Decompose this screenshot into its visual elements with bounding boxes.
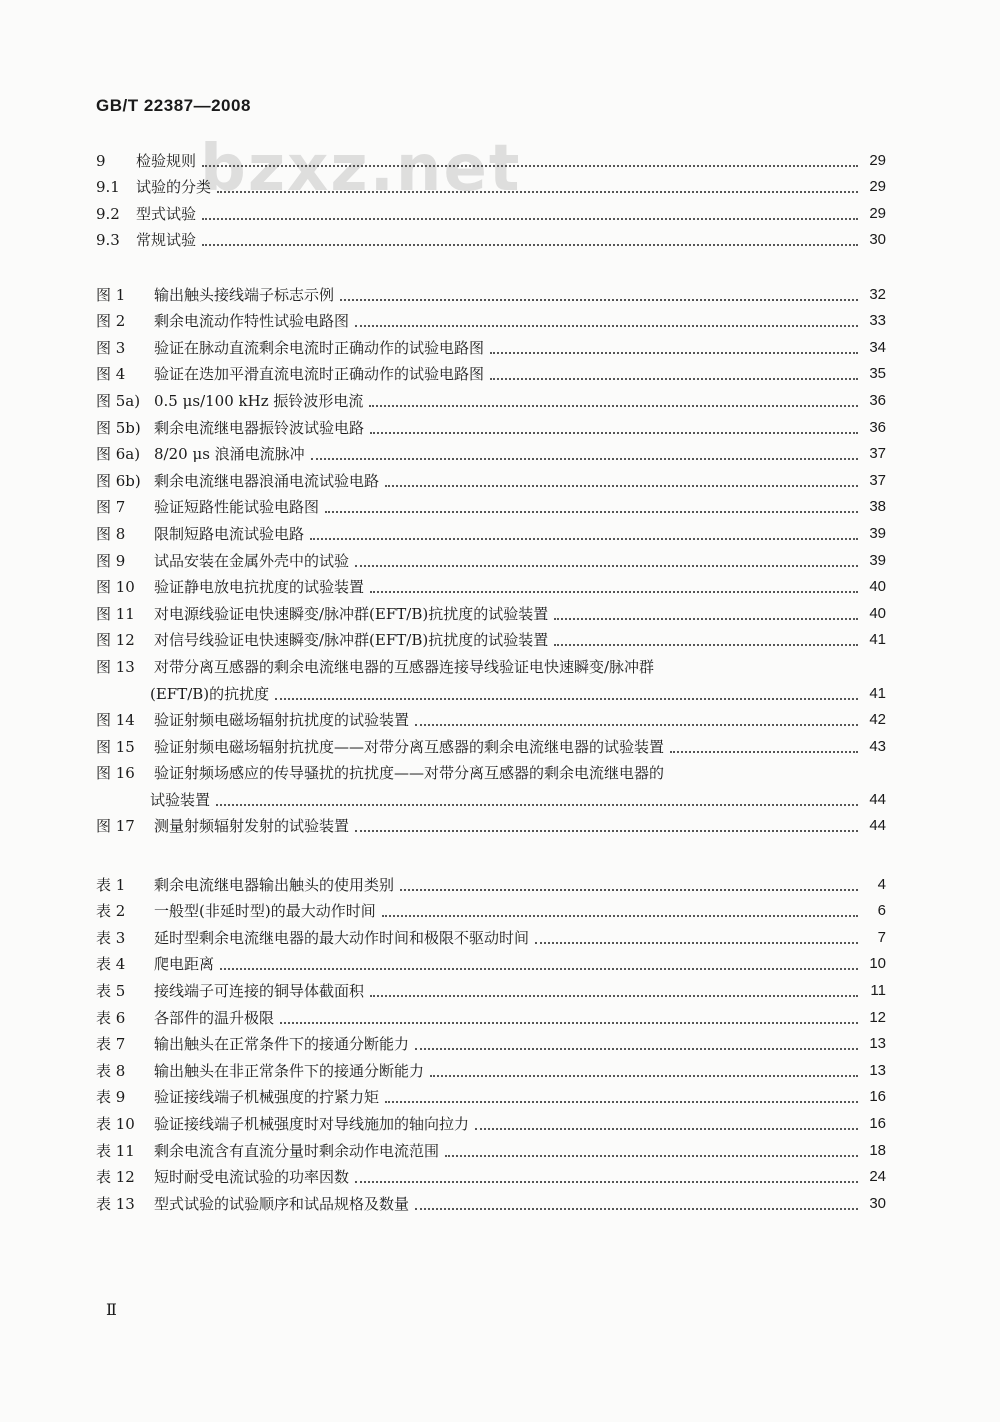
entry-title: 剩余电流含有直流分量时剩余动作电流范围 [154,1141,440,1160]
dot-leader [415,724,858,726]
entry-number: 表 8 [96,1061,126,1080]
figure-entry[interactable] [96,491,886,518]
dot-leader [355,565,858,567]
figure-entry[interactable] [96,464,886,491]
dot-leader [311,458,858,460]
entry-number: 图 16 [96,764,135,783]
entry-page: 42 [869,711,886,729]
entry-number: 表 10 [96,1114,135,1133]
entry-number: 图 14 [96,711,135,730]
dot-leader [310,538,858,540]
dot-leader [217,191,858,193]
dot-leader [415,1208,858,1210]
entry-title: 验证射频场感应的传导骚扰的抗扰度——对带分离互感器的剩余电流继电器的 [154,764,665,783]
entry-title: 8/20 μs 浪涌电流脉冲 [154,445,305,464]
entry-number: 图 9 [96,551,126,570]
table-entry[interactable] [96,1187,886,1214]
entry-page: 11 [870,981,886,999]
table-entry[interactable] [96,1107,886,1134]
entry-title: 短时耐受电流试验的功率因数 [154,1168,350,1187]
entry-page: 40 [869,604,886,622]
dot-leader [385,485,858,487]
dot-leader [430,1075,858,1077]
entry-page: 4 [877,875,886,893]
figure-entry[interactable] [96,597,886,624]
figure-entry[interactable] [96,384,886,411]
entry-page: 29 [869,151,886,169]
entry-number: 表 1 [96,875,126,894]
entry-page: 18 [869,1141,886,1159]
entry-title: 接线端子可连接的铜导体截面积 [154,981,365,1000]
entry-page: 44 [869,790,886,808]
entry-page: 36 [869,418,886,436]
entry-number: 表 6 [96,1008,126,1027]
table-entry[interactable] [96,1081,886,1108]
entry-number: 图 11 [96,604,135,623]
entry-title: 验证在迭加平滑直流电流时正确动作的试验电路图 [154,365,485,384]
entry-title: 输出触头在非正常条件下的接通分断能力 [154,1061,425,1080]
entry-page: 38 [869,498,886,516]
table-entry[interactable] [96,948,886,975]
entry-number: 图 15 [96,737,135,756]
figure-entry[interactable] [96,305,886,332]
entry-page: 34 [869,338,886,356]
toc-entry[interactable] [96,144,886,171]
entry-title: 剩余电流继电器浪涌电流试验电路 [154,471,380,490]
entry-number: 表 12 [96,1168,135,1187]
dot-leader [216,804,858,806]
table-entry[interactable] [96,1001,886,1028]
dot-leader [355,325,858,327]
entry-title: 对电源线验证电快速瞬变/脉冲群(EFT/B)抗扰度的试验装置 [154,604,549,623]
entry-page: 30 [869,231,886,249]
table-entry[interactable] [96,1028,886,1055]
toc-entry[interactable] [96,197,886,224]
dot-leader [382,915,858,917]
dot-leader [370,591,858,593]
figure-entry[interactable] [96,278,886,305]
dot-leader [340,299,858,301]
dot-leader [490,352,858,354]
dot-leader [415,1048,858,1050]
entry-number: 9.3 [96,231,120,250]
figure-entry[interactable] [96,810,886,837]
table-entry[interactable] [96,868,886,895]
dot-leader [202,218,858,220]
dot-leader [355,1181,858,1183]
entry-number: 表 2 [96,902,126,921]
entry-number: 图 13 [96,657,135,676]
entry-title: 限制短路电流试验电路 [154,524,305,543]
figure-list [96,278,886,836]
entry-title: 输出触头接线端子标志示例 [154,285,335,304]
table-entry[interactable] [96,921,886,948]
entry-number: 表 5 [96,981,126,1000]
entry-number: 图 17 [96,817,135,836]
entry-title: 剩余电流继电器振铃波试验电路 [154,418,365,437]
entry-number: 图 4 [96,365,126,384]
figure-entry[interactable] [96,517,886,544]
dot-leader [554,618,858,620]
entry-page: 7 [877,928,886,946]
table-entry[interactable] [96,974,886,1001]
entry-title: 剩余电流动作特性试验电路图 [154,312,350,331]
entry-page: 10 [869,955,886,973]
figure-entry[interactable] [96,730,886,757]
entry-title-continued: (EFT/B)的抗扰度 [150,684,270,703]
entry-title: 爬电距离 [154,955,215,974]
dot-leader [220,968,858,970]
entry-page: 30 [869,1194,886,1212]
dot-leader [275,698,858,700]
figure-entry-continued[interactable] [96,677,886,704]
entry-page: 33 [869,312,886,330]
entry-title: 验证短路性能试验电路图 [154,498,320,517]
entry-number: 图 6a) [96,445,141,464]
entry-page: 43 [869,737,886,755]
entry-title: 验证静电放电抗扰度的试验装置 [154,578,365,597]
entry-number: 表 4 [96,955,126,974]
entry-title: 验证射频电磁场辐射抗扰度——对带分离互感器的剩余电流继电器的试验装置 [154,737,665,756]
dot-leader [202,244,858,246]
entry-number: 图 8 [96,524,126,543]
entry-number: 表 7 [96,1035,126,1054]
dot-leader [475,1128,858,1130]
entry-page: 16 [869,1114,886,1132]
entry-page: 37 [869,445,886,463]
entry-page: 6 [877,902,886,920]
entry-number: 图 2 [96,312,126,331]
entry-page: 13 [869,1035,886,1053]
entry-title: 各部件的温升极限 [154,1008,275,1027]
entry-page: 37 [869,471,886,489]
entry-number: 图 1 [96,285,126,304]
page-number: Ⅱ [106,1300,117,1319]
entry-page: 32 [869,285,886,303]
dot-leader [554,644,858,646]
entry-number: 图 7 [96,498,126,517]
figure-entry[interactable] [96,571,886,598]
entry-title: 延时型剩余电流继电器的最大动作时间和极限不驱动时间 [154,928,530,947]
dot-leader [369,405,858,407]
figure-entry[interactable] [96,757,886,784]
entry-page: 29 [869,204,886,222]
figure-entry[interactable] [96,650,886,677]
entry-title: 验证接线端子机械强度时对导线施加的轴向拉力 [154,1114,470,1133]
entry-page: 35 [869,365,886,383]
entry-page: 41 [869,631,886,649]
toc-entry[interactable] [96,224,886,251]
figure-entry[interactable] [96,544,886,571]
entry-title: 检验规则 [136,151,197,170]
entry-title: 试验的分类 [136,178,212,197]
dot-leader [355,830,858,832]
dot-leader [325,511,858,513]
entry-number: 图 10 [96,578,135,597]
figure-entry[interactable] [96,411,886,438]
entry-title: 对信号线验证电快速瞬变/脉冲群(EFT/B)抗扰度的试验装置 [154,631,549,650]
table-entry[interactable] [96,1134,886,1161]
dot-leader [535,942,858,944]
entry-title: 验证接线端子机械强度的拧紧力矩 [154,1088,380,1107]
entry-number: 图 5b) [96,418,141,437]
entry-number: 图 6b) [96,471,141,490]
table-entry[interactable] [96,895,886,922]
entry-title: 一般型(非延时型)的最大动作时间 [154,902,376,921]
entry-title: 型式试验 [136,204,197,223]
entry-page: 41 [869,684,886,702]
entry-title: 验证在脉动直流剩余电流时正确动作的试验电路图 [154,338,485,357]
figure-entry[interactable] [96,438,886,465]
entry-title: 剩余电流继电器输出触头的使用类别 [154,875,395,894]
dot-leader [202,165,858,167]
entry-title: 输出触头在正常条件下的接通分断能力 [154,1035,410,1054]
entry-title: 0.5 μs/100 kHz 振铃波形电流 [154,391,364,410]
entry-page: 24 [869,1168,886,1186]
entry-page: 16 [869,1088,886,1106]
toc-section [96,144,886,250]
dot-leader [385,1101,858,1103]
entry-number: 图 12 [96,631,135,650]
dot-leader [490,378,858,380]
table-entry[interactable] [96,1054,886,1081]
entry-number: 9.1 [96,178,120,197]
entry-title: 验证射频电磁场辐射抗扰度的试验装置 [154,711,410,730]
table-entry[interactable] [96,1161,886,1188]
entry-page: 39 [869,524,886,542]
entry-page: 13 [869,1061,886,1079]
entry-page: 44 [869,817,886,835]
entry-number: 表 13 [96,1194,135,1213]
entry-title: 对带分离互感器的剩余电流继电器的互感器连接导线验证电快速瞬变/脉冲群 [154,657,655,676]
entry-number: 图 5a) [96,391,141,410]
standard-code: GB/T 22387—2008 [96,96,251,115]
entry-title: 测量射频辐射发射的试验装置 [154,817,350,836]
entry-title-continued: 试验装置 [150,790,211,809]
entry-page: 39 [869,551,886,569]
dot-leader [400,889,858,891]
figure-entry[interactable] [96,704,886,731]
dot-leader [445,1155,858,1157]
table-list [96,868,886,1214]
entry-number: 9 [96,151,106,170]
entry-page: 29 [869,178,886,196]
entry-title: 试品安装在金属外壳中的试验 [154,551,350,570]
entry-page: 12 [869,1008,886,1026]
entry-number: 表 9 [96,1088,126,1107]
entry-page: 36 [869,391,886,409]
entry-number: 表 3 [96,928,126,947]
dot-leader [280,1022,858,1024]
figure-entry[interactable] [96,331,886,358]
entry-number: 表 11 [96,1141,135,1160]
entry-title: 型式试验的试验顺序和试品规格及数量 [154,1194,410,1213]
figure-entry[interactable] [96,358,886,385]
dot-leader [370,995,858,997]
figure-entry[interactable] [96,624,886,651]
dot-leader [370,432,858,434]
figure-entry-continued[interactable] [96,783,886,810]
toc-entry[interactable] [96,171,886,198]
entry-number: 图 3 [96,338,126,357]
entry-title: 常规试验 [136,231,197,250]
entry-number: 9.2 [96,204,120,223]
watermark: bzxz.net [200,132,522,206]
entry-page: 40 [869,578,886,596]
dot-leader [670,751,858,753]
